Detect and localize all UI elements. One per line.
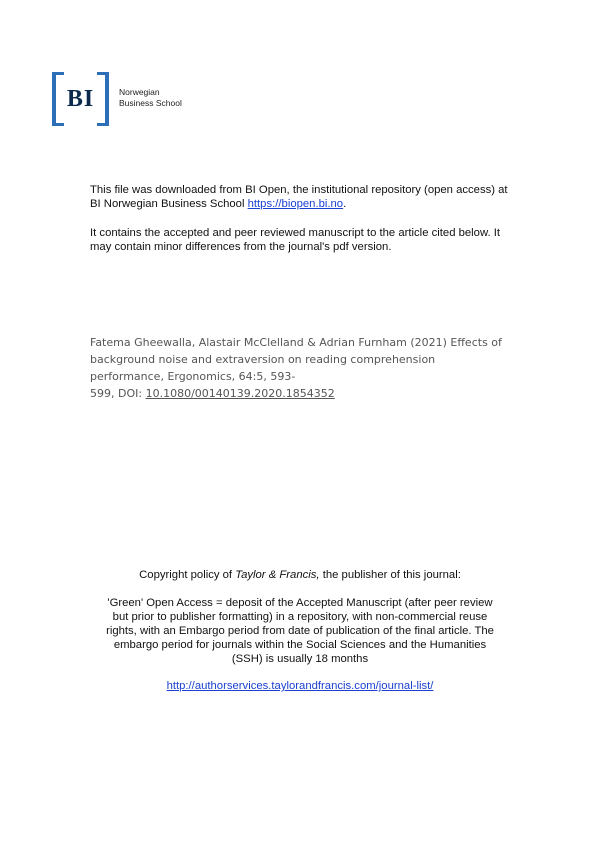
intro-paragraph-1 xyxy=(90,183,520,211)
logo-frame xyxy=(52,123,64,126)
intro-text: This file was downloaded from BI Open, the institutional repository (open access) at BI Norwegian Business School xyxy=(90,184,508,210)
logo-frame xyxy=(97,123,109,126)
logo-line-2: Business School xyxy=(119,98,182,108)
biopen-link[interactable]: https://biopen.bi.no xyxy=(247,198,344,210)
copyright-line: rights, with an Embargo period from date of publication of the final article. The xyxy=(106,625,494,637)
intro-end: . xyxy=(343,198,347,210)
citation-line: performance, Ergonomics, 64:5, 593- xyxy=(90,370,296,383)
copyright-prefix: Copyright policy of xyxy=(139,569,236,581)
citation-line xyxy=(90,385,520,402)
journal-list-link-wrap xyxy=(80,679,520,693)
copyright-suffix: the publisher of this journal: xyxy=(319,569,461,581)
logo-wordmark xyxy=(119,87,182,109)
logo-mark: BI xyxy=(66,86,95,112)
copyright-line: (SSH) is usually 18 months xyxy=(231,653,369,665)
copyright-line: but prior to publisher formatting) in a repository, with non-commercial reuse xyxy=(112,611,488,623)
journal-list-link[interactable]: http://authorservices.taylorandfrancis.com/journal-list/ xyxy=(166,680,434,692)
logo-frame xyxy=(52,72,64,75)
bi-logo xyxy=(52,72,109,126)
copyright-line: 'Green' Open Access = deposit of the Accepted Manuscript (after peer review xyxy=(107,597,493,609)
citation-line: Fatema Gheewalla, Alastair McClelland & Adrian Furnham (2021) Effects of xyxy=(90,336,502,349)
logo-line-1: Norwegian xyxy=(119,87,160,97)
logo-frame xyxy=(97,72,109,75)
copyright-heading xyxy=(80,568,520,582)
publisher-name: Taylor & Francis, xyxy=(235,569,320,581)
citation-line: background noise and extraversion on reading comprehension xyxy=(90,353,436,366)
copyright-line: embargo period for journals within the Social Sciences and the Humanities xyxy=(113,639,487,651)
citation xyxy=(90,334,520,402)
intro-paragraph-2: It contains the accepted and peer reviewed manuscript to the article cited below. It may contain minor differences from the journal's pdf version. xyxy=(90,227,501,253)
copyright-body xyxy=(80,596,520,666)
doi-link[interactable]: 10.1080/00140139.2020.1854352 xyxy=(145,387,335,400)
doi-prefix: 599, DOI: xyxy=(90,387,146,400)
